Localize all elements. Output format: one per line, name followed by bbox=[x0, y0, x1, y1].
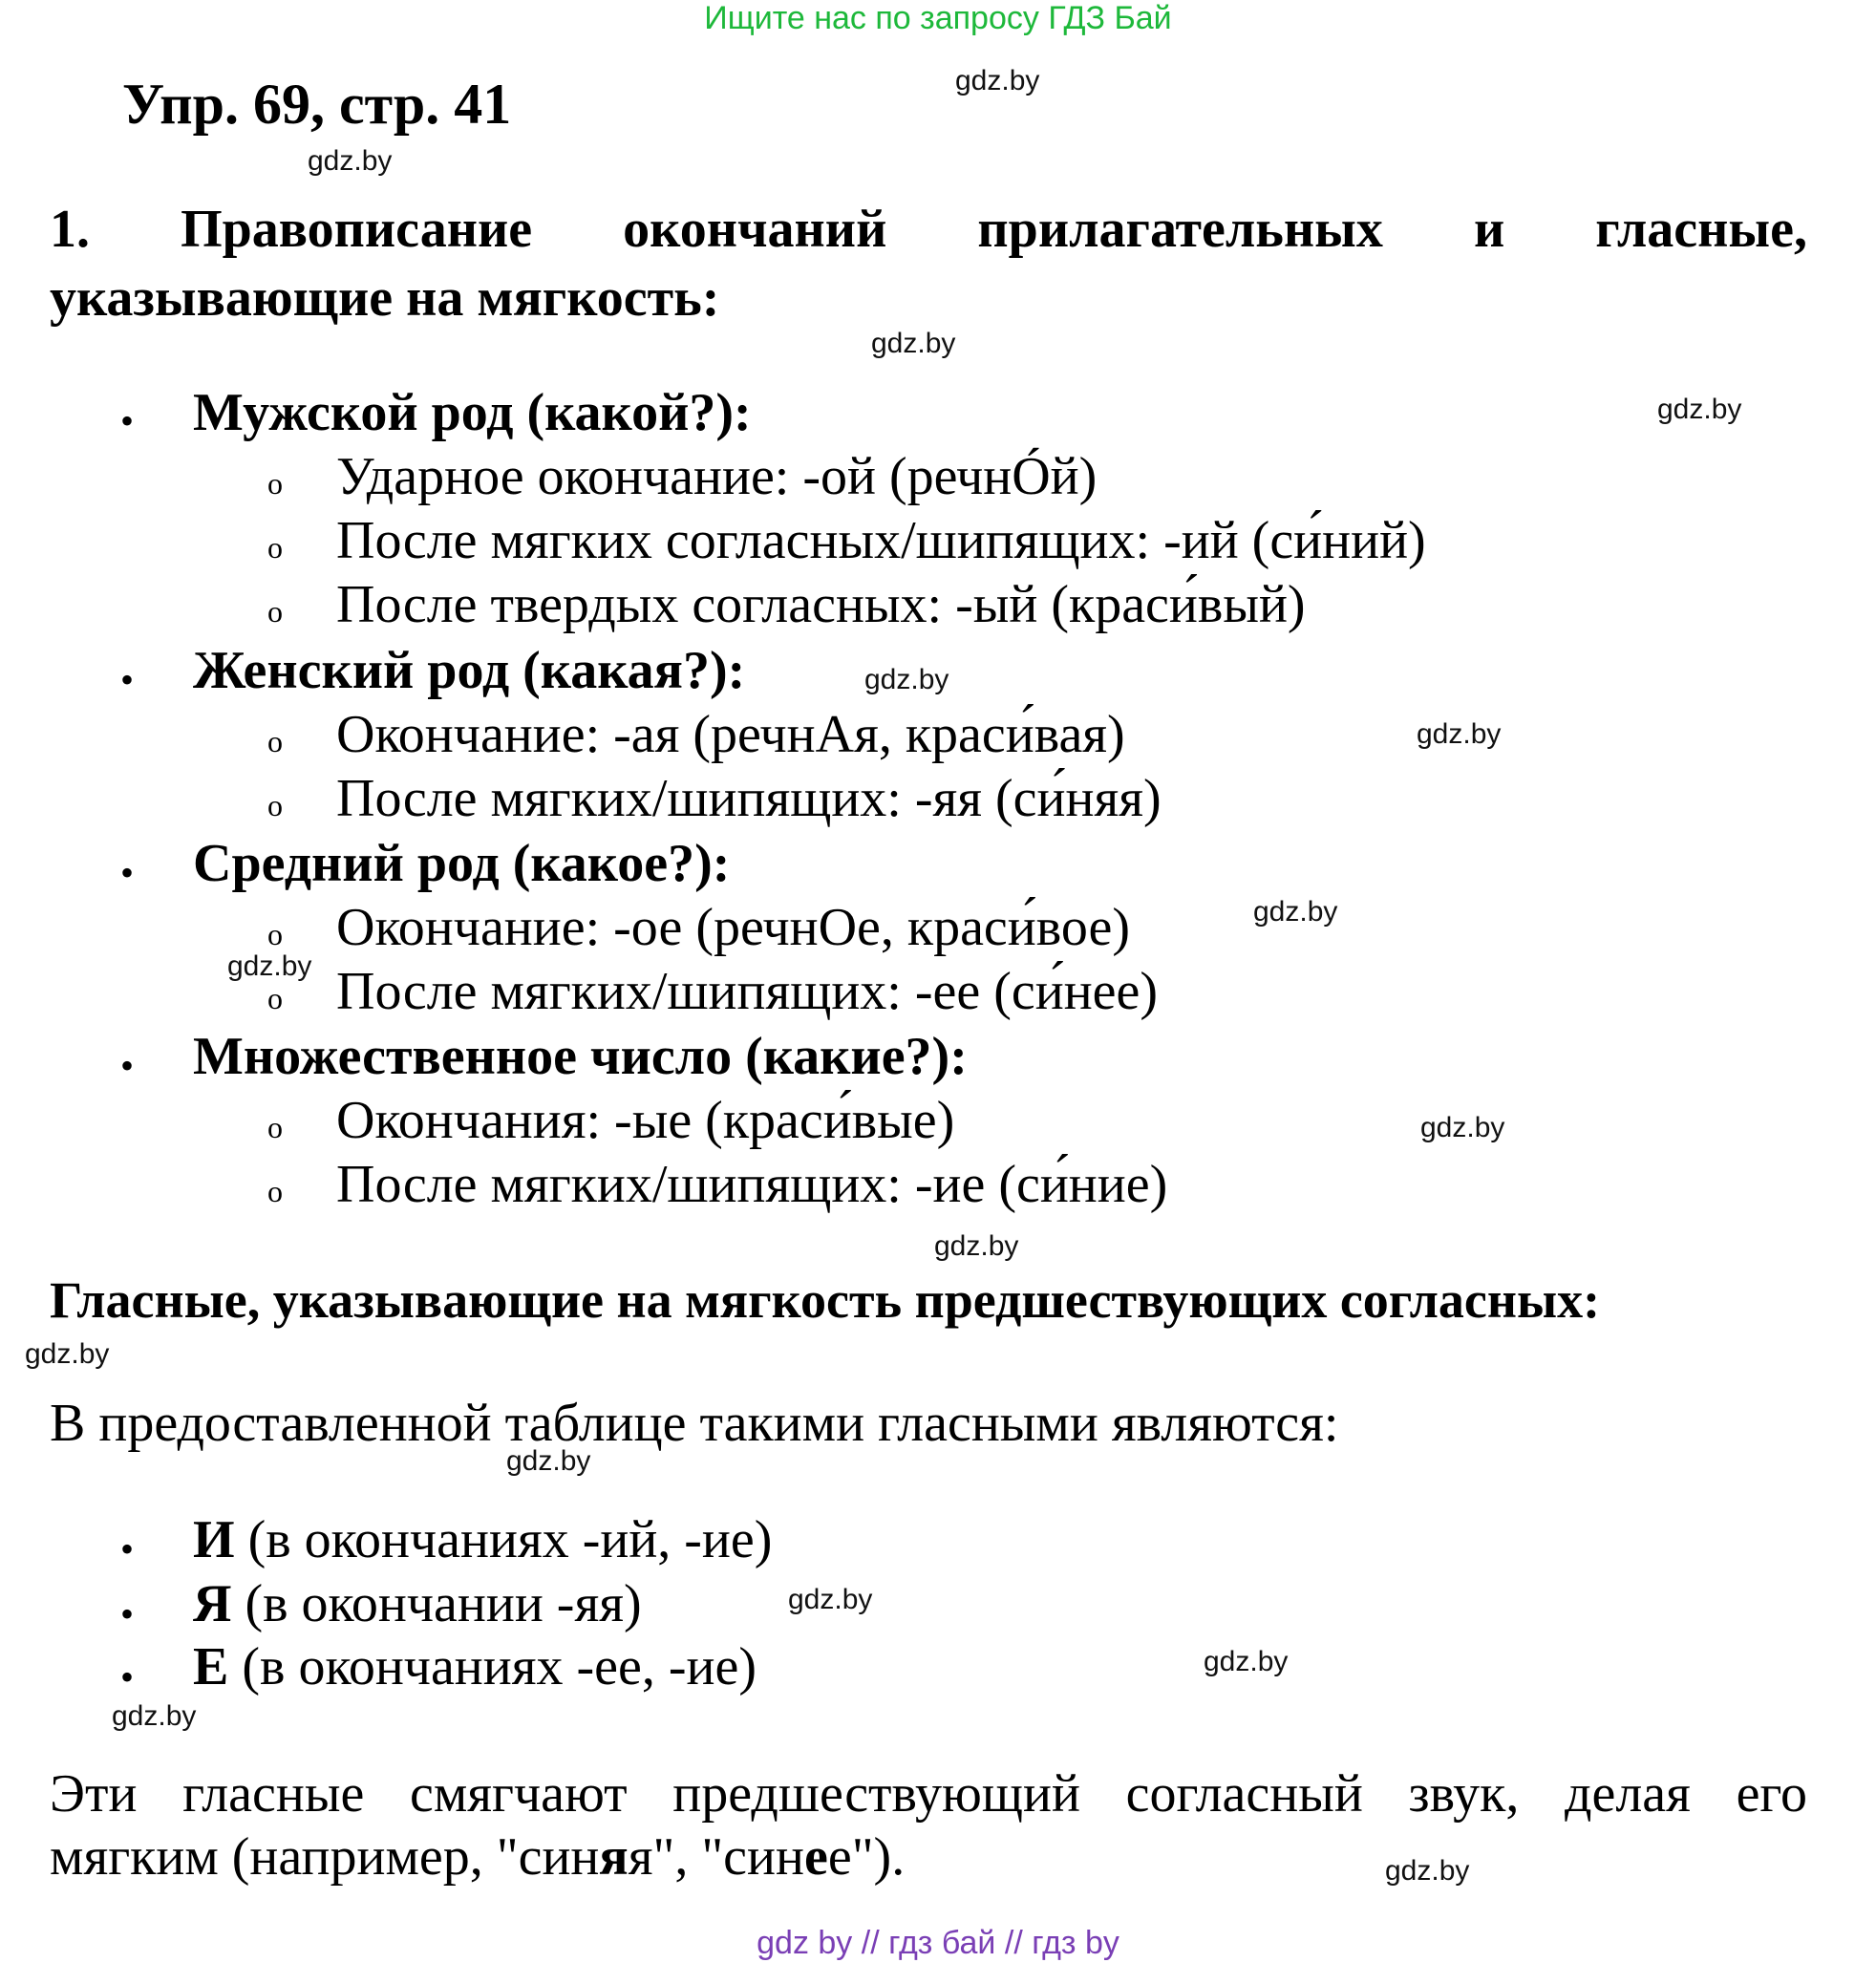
neuter-rule-2: После мягких/шипящих: -ее (си́нее) bbox=[336, 962, 1159, 1021]
gender-heading-masculine: Мужской род (какой?): bbox=[193, 383, 752, 442]
gender-heading-feminine: Женский род (какая?): bbox=[193, 641, 746, 700]
watermark: gdz.by bbox=[955, 65, 1040, 96]
intro-paragraph: В предоставленной таблице такими гласными являются: bbox=[50, 1394, 1339, 1453]
plural-rule-2: После мягких/шипящих: -ие (си́ние) bbox=[336, 1155, 1168, 1214]
sub-bullet: o bbox=[267, 530, 283, 565]
neuter-rule-1: Окончание: -ое (речнОе, краси́вое) bbox=[336, 898, 1131, 957]
conclusion-line-2: мягким (например, "синяя", "синее"). bbox=[50, 1827, 906, 1887]
watermark: gdz.by bbox=[1253, 896, 1338, 928]
masculine-rule-3: После твердых согласных: -ый (краси́вый) bbox=[336, 575, 1306, 634]
section-heading-line1: 1. Правописание окончаний прилагательных и гласные, bbox=[50, 200, 1807, 259]
feminine-rule-2: После мягких/шипящих: -яя (си́няя) bbox=[336, 769, 1162, 828]
bullet: • bbox=[120, 1592, 135, 1635]
bullet: • bbox=[120, 851, 135, 894]
section-heading-2: Гласные, указывающие на мягкость предшествующих согласных: bbox=[50, 1271, 1601, 1329]
watermark: gdz.by bbox=[227, 950, 312, 982]
watermark: gdz.by bbox=[308, 145, 393, 177]
page-title: Упр. 69, стр. 41 bbox=[122, 73, 512, 136]
vowel-item: Я (в окончании -яя) bbox=[193, 1574, 642, 1633]
watermark: gdz.by bbox=[934, 1230, 1019, 1262]
section-heading-line2: указывающие на мягкость: bbox=[50, 268, 720, 328]
watermark: gdz.by bbox=[112, 1700, 197, 1732]
bullet: • bbox=[120, 658, 135, 701]
sub-bullet: o bbox=[267, 981, 283, 1015]
bullet: • bbox=[120, 399, 135, 442]
masculine-rule-1: Ударное окончание: -ой (речнÓй) bbox=[336, 447, 1098, 506]
watermark: gdz.by bbox=[788, 1584, 873, 1615]
gender-heading-neuter: Средний род (какое?): bbox=[193, 834, 731, 893]
sub-bullet: o bbox=[267, 594, 283, 629]
bullet: • bbox=[120, 1655, 135, 1698]
sub-bullet: o bbox=[267, 1110, 283, 1144]
sub-bullet: o bbox=[267, 466, 283, 501]
sub-bullet: o bbox=[267, 724, 283, 758]
watermark: gdz.by bbox=[506, 1445, 591, 1477]
watermark: gdz.by bbox=[1657, 394, 1742, 425]
conclusion-line-1: Эти гласные смягчают предшествующий согласный звук, делая его bbox=[50, 1764, 1807, 1824]
watermark: gdz.by bbox=[864, 664, 949, 695]
watermark: gdz.by bbox=[1417, 718, 1502, 750]
gender-heading-plural: Множественное число (какие?): bbox=[193, 1027, 968, 1086]
footer-links[interactable]: gdz by // гдз бай // гдз by bbox=[757, 1925, 1119, 1961]
feminine-rule-1: Окончание: -ая (речнАя, краси́вая) bbox=[336, 705, 1125, 764]
sub-bullet: o bbox=[267, 917, 283, 951]
sub-bullet: o bbox=[267, 1174, 283, 1208]
watermark: gdz.by bbox=[1385, 1855, 1470, 1887]
vowel-item: И (в окончаниях -ий, -ие) bbox=[193, 1510, 773, 1569]
sub-bullet: o bbox=[267, 788, 283, 822]
watermark: gdz.by bbox=[25, 1338, 110, 1370]
vowel-item: Е (в окончаниях -ее, -ие) bbox=[193, 1637, 757, 1696]
plural-rule-1: Окончания: -ые (краси́вые) bbox=[336, 1091, 955, 1150]
top-banner[interactable]: Ищите нас по запросу ГДЗ Бай bbox=[704, 0, 1172, 36]
watermark: gdz.by bbox=[871, 328, 956, 359]
watermark: gdz.by bbox=[1204, 1646, 1289, 1677]
masculine-rule-2: После мягких согласных/шипящих: -ий (си́ний) bbox=[336, 511, 1426, 570]
watermark: gdz.by bbox=[1420, 1112, 1505, 1143]
bullet: • bbox=[120, 1527, 135, 1570]
bullet: • bbox=[120, 1044, 135, 1087]
